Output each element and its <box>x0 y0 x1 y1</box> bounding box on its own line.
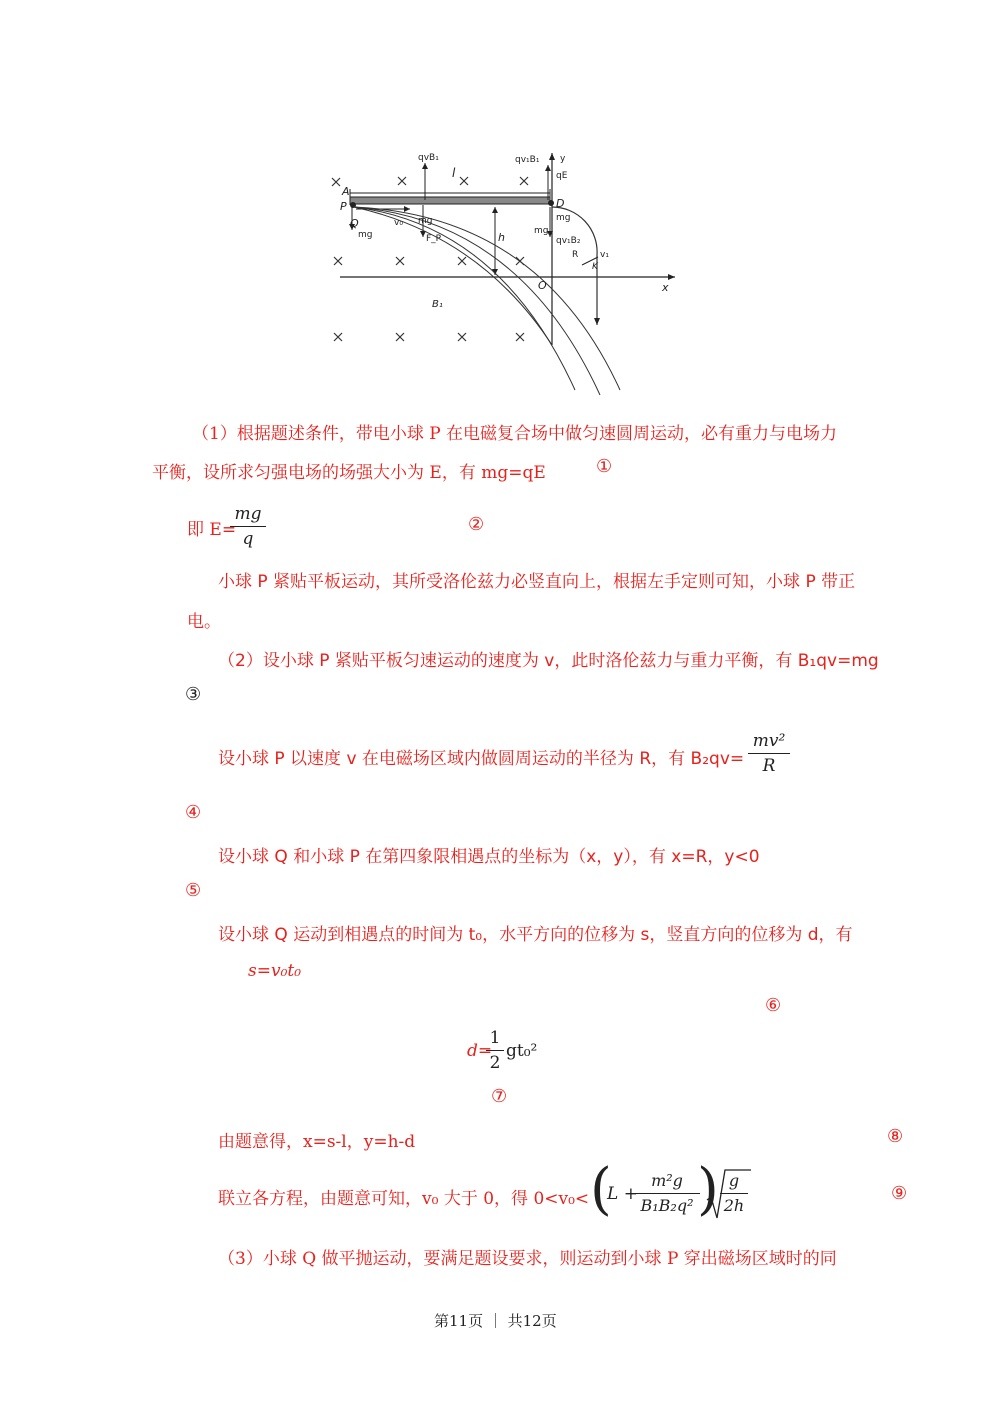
charge-line2: 电。 <box>187 612 221 632</box>
equation-mark-3: ③ <box>185 684 202 705</box>
part2-line1: （2）设小球 P 紧贴平板匀速运动的速度为 v，此时洛伦兹力与重力平衡，有 B₁qv=mg <box>218 651 879 671</box>
time-displacement-line: 设小球 Q 运动到相遇点的时间为 t₀，水平方向的位移为 s，竖直方向的位移为 d，有 <box>218 925 853 945</box>
final-mass-fraction <box>634 1170 700 1217</box>
sqrt-fraction <box>720 1170 748 1217</box>
radius-fraction-denominator: R <box>762 756 776 776</box>
svg-text:qv₁B₂: qv₁B₂ <box>556 236 581 246</box>
radius-fraction-numerator: mv² <box>752 731 786 751</box>
svg-text:qE: qE <box>556 171 568 181</box>
sqrt-denominator: 2h <box>723 1196 745 1215</box>
left-paren: ( <box>590 1157 612 1222</box>
equation-mark-9: ⑨ <box>891 1183 908 1204</box>
ball-d <box>548 200 554 206</box>
half-fraction-denominator: 2 <box>489 1053 501 1073</box>
charge-line1: 小球 P 紧贴平板运动，其所受洛伦兹力必竖直向上，根据左手定则可知，小球 P 带正 <box>218 572 856 592</box>
final-mass-denominator: B₁B₂q² <box>640 1196 694 1215</box>
e-fraction <box>230 503 266 550</box>
e-fraction-denominator: q <box>242 529 254 549</box>
equation-mark-4: ④ <box>185 802 202 823</box>
equation-mark-5: ⑤ <box>185 880 202 901</box>
svg-text:v₁: v₁ <box>600 250 609 260</box>
svg-text:O: O <box>538 279 547 292</box>
svg-text:mg: mg <box>534 226 549 236</box>
svg-text:Q: Q <box>350 217 359 230</box>
right-paren: ) <box>697 1157 719 1222</box>
svg-text:mg: mg <box>418 216 433 226</box>
e-fraction-numerator: mg <box>234 504 262 524</box>
final-L-term: L + <box>607 1184 638 1204</box>
equation-mark-1: ① <box>596 456 613 477</box>
d-equation-suffix: gt₀² <box>506 1041 538 1061</box>
page-number: 第11页 ｜ 共12页 <box>434 1312 557 1330</box>
svg-text:D: D <box>556 197 565 210</box>
svg-text:mg: mg <box>358 230 373 240</box>
svg-text:x: x <box>662 281 669 294</box>
part1-line2: 平衡，设所求匀强电场的场强大小为 E，有 mg=qE <box>152 463 546 483</box>
equation-mark-2: ② <box>468 514 485 535</box>
part1-line1: （1）根据题述条件，带电小球 P 在电磁复合场中做匀速圆周运动，必有重力与电场力 <box>192 424 838 444</box>
svg-text:h: h <box>498 231 505 244</box>
part3-line1: （3）小球 Q 做平抛运动，要满足题设要求，则运动到小球 P 穿出磁场区域时的同 <box>218 1249 837 1269</box>
half-fraction-numerator: 1 <box>489 1028 501 1048</box>
radius-equation-prefix: 设小球 P 以速度 v 在电磁场区域内做圆周运动的半径为 R，有 B₂qv= <box>218 749 745 769</box>
radius-fraction <box>748 730 790 777</box>
meeting-point-line: 设小球 Q 和小球 P 在第四象限相遇点的坐标为（x，y），有 x=R，y<0 <box>218 847 760 867</box>
svg-text:R: R <box>572 250 579 260</box>
final-mass-numerator: m²g <box>651 1171 683 1190</box>
xy-relation-line: 由题意得，x=s-l，y=h-d <box>218 1132 416 1152</box>
svg-text:l: l <box>452 166 456 180</box>
svg-text:K: K <box>592 262 598 272</box>
s-equation: s=v₀t₀ <box>248 961 302 981</box>
svg-text:qv₁B₁: qv₁B₁ <box>515 155 540 165</box>
flat-plate <box>350 197 550 204</box>
svg-text:A: A <box>342 185 350 198</box>
svg-text:mg: mg <box>556 213 571 223</box>
equation-mark-6: ⑥ <box>765 995 782 1016</box>
equation-mark-8: ⑧ <box>887 1126 904 1147</box>
final-result-prefix: 联立各方程，由题意可知，v₀ 大于 0，得 0<v₀< <box>218 1189 590 1209</box>
svg-text:v₀: v₀ <box>394 218 403 228</box>
d-equation-prefix: d= <box>467 1041 493 1061</box>
ball-p <box>350 202 356 208</box>
svg-text:F_P: F_P <box>426 234 442 244</box>
equation-mark-7: ⑦ <box>491 1086 508 1107</box>
svg-text:P: P <box>340 200 347 213</box>
half-fraction <box>486 1027 504 1074</box>
e-equation-prefix: 即 E= <box>187 520 237 540</box>
svg-text:y: y <box>560 154 566 164</box>
sqrt-numerator: g <box>728 1171 740 1190</box>
svg-text:B₁: B₁ <box>432 299 443 310</box>
physics-diagram <box>320 145 690 400</box>
svg-text:qvB₁: qvB₁ <box>418 153 439 163</box>
